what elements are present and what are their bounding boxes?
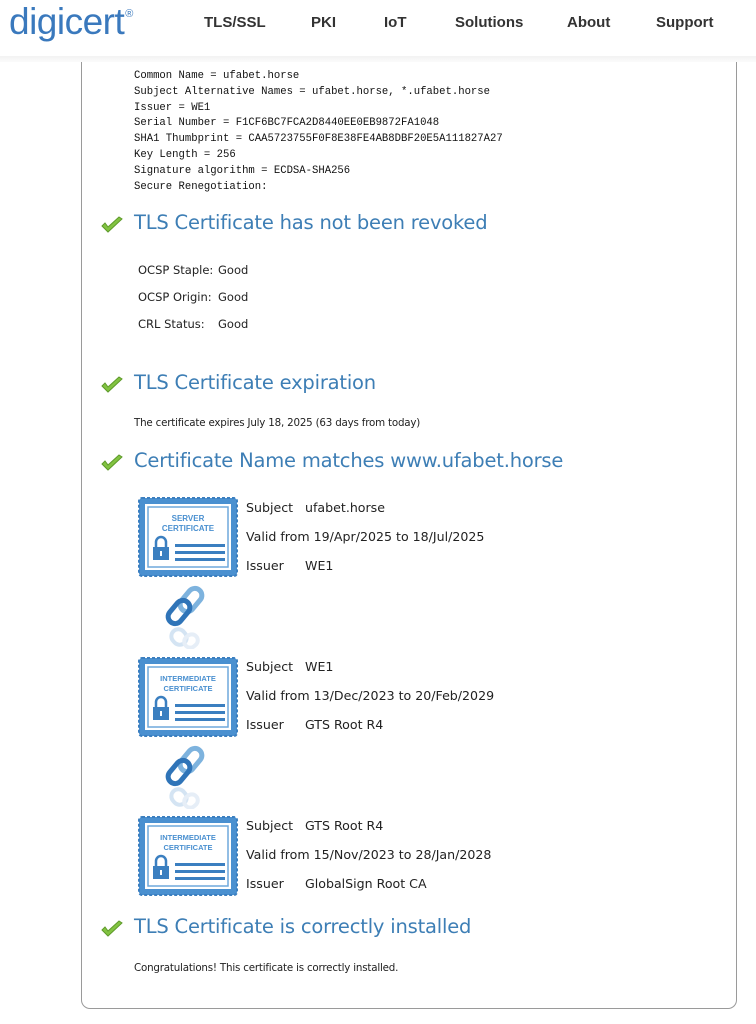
revoked-title: TLS Certificate has not been revoked [134, 211, 488, 234]
registered-mark: ® [125, 7, 133, 20]
subject-label: Subject [246, 500, 294, 515]
svg-text:CERTIFICATE: CERTIFICATE [161, 524, 215, 533]
issuer-label: Issuer [246, 876, 284, 891]
ocsp-staple-row [138, 263, 338, 279]
chain-cert-1 [246, 500, 546, 580]
crl-status-row [138, 317, 338, 333]
logo-text: digicert [9, 1, 125, 42]
ocsp-origin-label: OCSP Origin: [138, 290, 212, 304]
svg-text:INTERMEDIATE: INTERMEDIATE [160, 833, 216, 842]
expiration-text: The certificate expires July 18, 2025 (63 days from today) [134, 417, 421, 429]
issuer-label: Issuer [246, 558, 284, 573]
ocsp-staple-value: Good [218, 263, 249, 277]
subject-label: Subject [246, 818, 294, 833]
nav-support[interactable]: Support [656, 14, 714, 31]
installed-text: Congratulations! This certificate is correctly installed. [134, 962, 399, 974]
subject-value: WE1 [305, 659, 334, 674]
detail-key-length: Key Length = 256 [134, 148, 236, 161]
detail-sig-alg: Signature algorithm = ECDSA-SHA256 [134, 164, 351, 177]
detail-renegotiation: Secure Renegotiation: [134, 180, 268, 193]
installed-title: TLS Certificate is correctly installed [134, 915, 472, 938]
certificate-icon [138, 497, 238, 577]
chain-cert-3 [246, 818, 546, 898]
svg-text:CERTIFICATE: CERTIFICATE [163, 684, 213, 693]
nav-about[interactable]: About [567, 14, 611, 31]
crl-status-value: Good [218, 317, 249, 331]
site-header [0, 0, 756, 56]
check-icon [100, 216, 124, 234]
certificate-details [134, 69, 503, 195]
chain-cert-2 [246, 659, 546, 739]
nav-iot[interactable]: IoT [384, 14, 407, 31]
main-nav [0, 14, 756, 38]
detail-issuer: Issuer = WE1 [134, 101, 211, 114]
issuer-value: GTS Root R4 [305, 717, 384, 732]
issuer-value: WE1 [305, 558, 334, 573]
certificate-icon [138, 816, 238, 896]
issuer-label: Issuer [246, 717, 284, 732]
expiration-title: TLS Certificate expiration [134, 371, 376, 394]
subject-value: ufabet.horse [305, 500, 385, 515]
cert-valid-row: Valid from 13/Dec/2023 to 20/Feb/2029 [246, 688, 495, 703]
chain-link-icon [162, 745, 212, 809]
detail-serial: Serial Number = F1CF6BC7FCA2D8440EE0EB9872FA1048 [134, 117, 440, 130]
name-match-title: Certificate Name matches www.ufabet.horse [134, 449, 564, 472]
check-icon [100, 920, 124, 938]
svg-text:INTERMEDIATE: INTERMEDIATE [160, 674, 216, 683]
subject-value: GTS Root R4 [305, 818, 384, 833]
nav-tls-ssl[interactable]: TLS/SSL [204, 14, 266, 31]
nav-pki[interactable]: PKI [311, 14, 337, 31]
ocsp-staple-label: OCSP Staple: [138, 263, 214, 277]
cert-valid-row: Valid from 19/Apr/2025 to 18/Jul/2025 [246, 529, 485, 544]
ocsp-origin-value: Good [218, 290, 249, 304]
certificate-icon [138, 657, 238, 737]
check-icon [100, 376, 124, 394]
chain-link-icon [162, 585, 212, 649]
nav-solutions[interactable]: Solutions [455, 14, 524, 31]
svg-text:SERVER: SERVER [171, 514, 205, 523]
check-icon [100, 454, 124, 472]
cert-valid-row: Valid from 15/Nov/2023 to 28/Jan/2028 [246, 847, 492, 862]
subject-label: Subject [246, 659, 294, 674]
detail-sha1: SHA1 Thumbprint = CAA5723755F0F8E38FE4AB8DBF20E5A111827A27 [134, 133, 503, 146]
issuer-value: GlobalSign Root CA [305, 876, 427, 891]
header-shadow [0, 56, 756, 62]
detail-san: Subject Alternative Names = ufabet.horse, *.ufabet.horse [134, 85, 491, 98]
ocsp-origin-row [138, 290, 338, 306]
detail-common-name: Common Name = ufabet.horse [134, 70, 300, 82]
crl-status-label: CRL Status: [138, 317, 205, 331]
svg-text:CERTIFICATE: CERTIFICATE [163, 843, 213, 852]
